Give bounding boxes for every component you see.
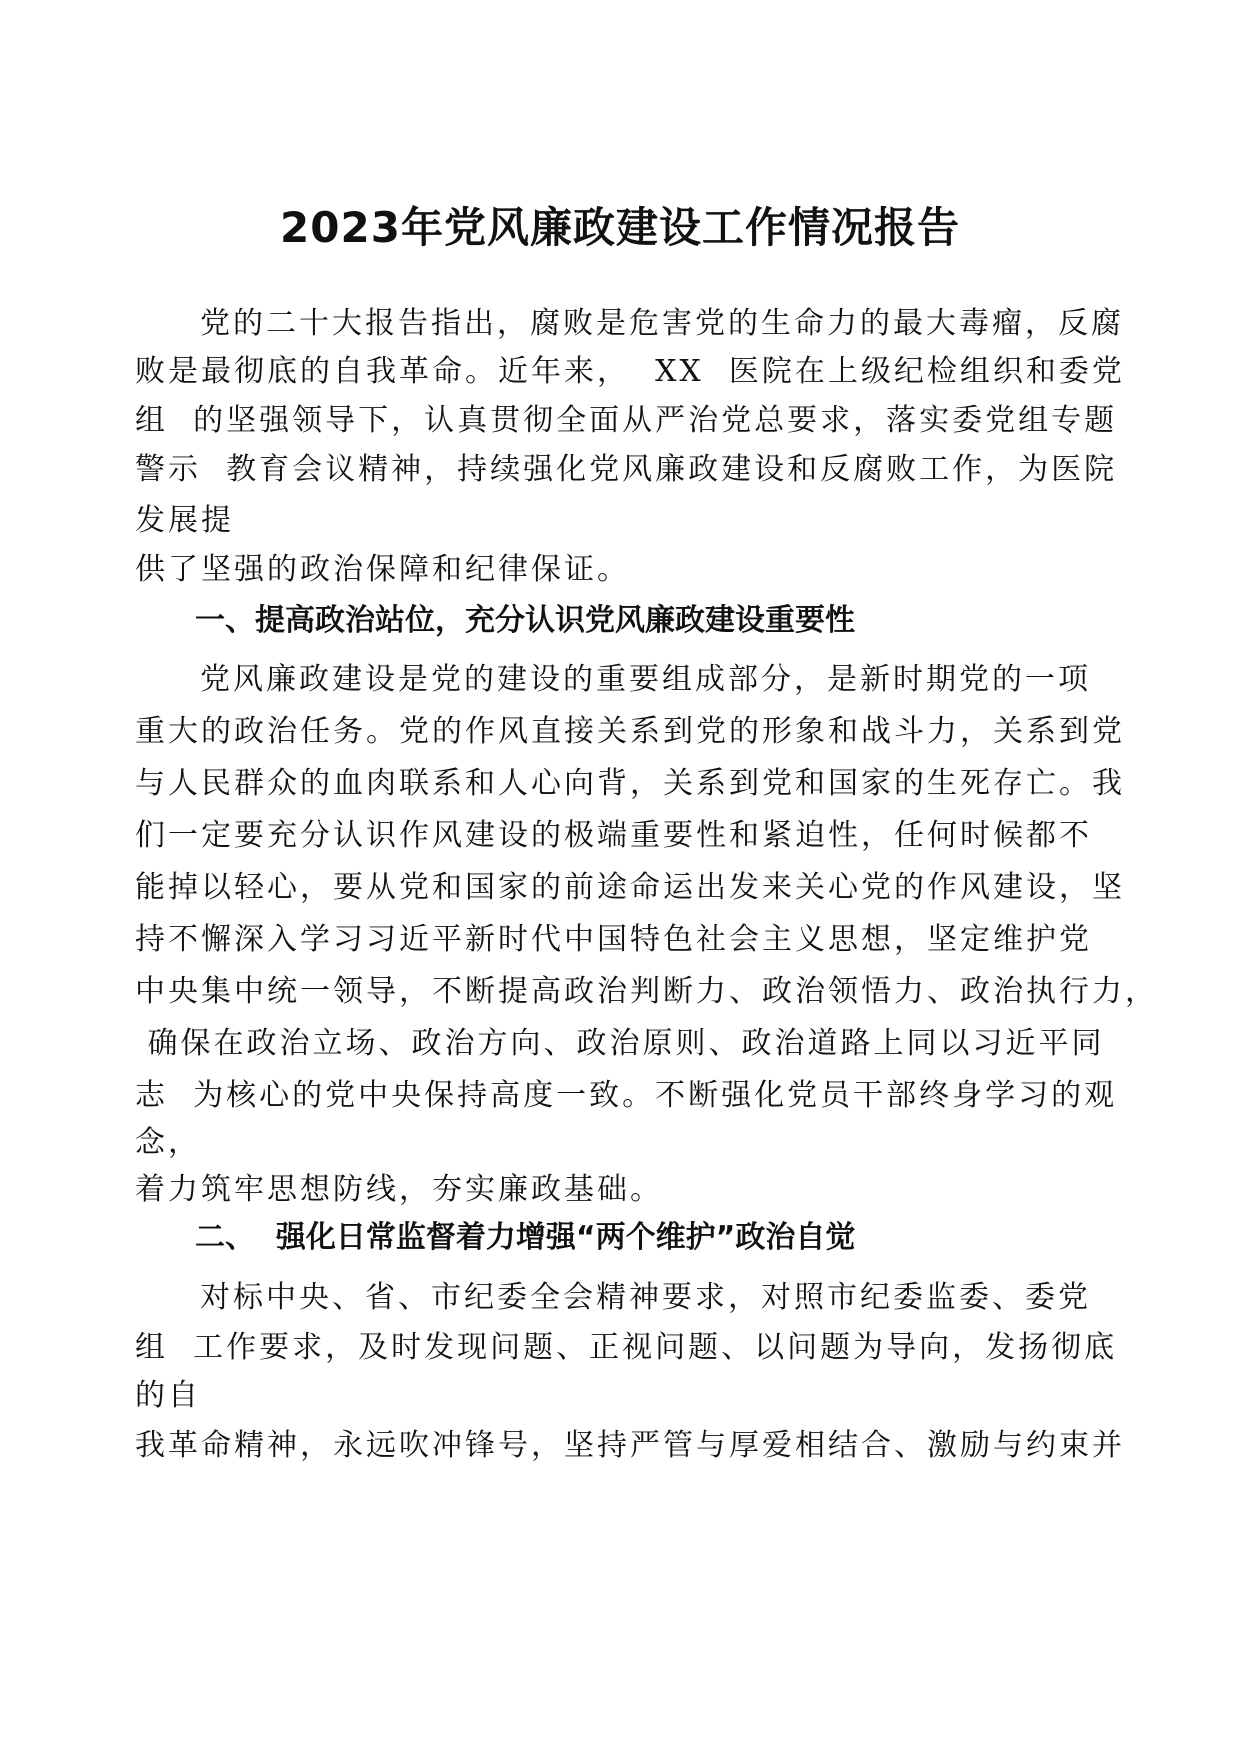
section-1-line-11: 着力筑牢思想防线，夯实廉政基础。 bbox=[135, 1172, 663, 1207]
section-2-line-4: 我革命精神，永远吹冲锋号，坚持严管与厚爱相结合、激励与约束并 bbox=[135, 1428, 1125, 1463]
section-2-line-3: 的自 bbox=[135, 1378, 201, 1413]
section-1-line-5: 能掉以轻心，要从党和国家的前途命运出发来关心党的作风建设，坚 bbox=[135, 870, 1125, 905]
section-1-line-7: 中央集中统一领导，不断提高政治判断力、政治领悟力、政治执行力， bbox=[135, 974, 1158, 1009]
intro-line-2: 败是最彻底的自我革命。近年来， XX 医院在上级纪检组织和委党 bbox=[135, 354, 1125, 389]
section-1-line-1: 党风廉政建设是党的建设的重要组成部分，是新时期党的一项 bbox=[200, 662, 1091, 697]
document-title: 2023年党风廉政建设工作情况报告 bbox=[280, 203, 960, 252]
section-2-line-1: 对标中央、省、市纪委全会精神要求，对照市纪委监委、委党 bbox=[200, 1280, 1091, 1315]
section-2-line-2: 组 工作要求，及时发现问题、正视问题、以问题为导向，发扬彻底 bbox=[135, 1330, 1118, 1365]
intro-line-5: 发展提 bbox=[135, 503, 234, 538]
section-1-heading: 一、提高政治站位，充分认识党风廉政建设重要性 bbox=[195, 603, 855, 638]
section-1-line-9: 志 为核心的党中央保持高度一致。不断强化党员干部终身学习的观 bbox=[135, 1078, 1118, 1113]
intro-line-4: 警示 教育会议精神，持续强化党风廉政建设和反腐败工作，为医院 bbox=[135, 452, 1118, 487]
section-1-line-3: 与人民群众的血肉联系和人心向背，关系到党和国家的生死存亡。我 bbox=[135, 766, 1125, 801]
section-1-line-10: 念， bbox=[135, 1125, 201, 1160]
section-2-heading: 二、 强化日常监督着力增强“两个维护”政治自觉 bbox=[195, 1220, 856, 1255]
section-1-line-8: 确保在政治立场、政治方向、政治原则、政治道路上同以习近平同 bbox=[135, 1026, 1105, 1061]
section-1-line-4: 们一定要充分认识作风建设的极端重要性和紧迫性，任何时候都不 bbox=[135, 818, 1092, 853]
section-1-line-6: 持不懈深入学习习近平新时代中国特色社会主义思想，坚定维护党 bbox=[135, 922, 1092, 957]
intro-line-1: 党的二十大报告指出，腐败是危害党的生命力的最大毒瘤，反腐 bbox=[200, 306, 1124, 341]
intro-line-3: 组 的坚强领导下，认真贯彻全面从严治党总要求，落实委党组专题 bbox=[135, 403, 1118, 438]
intro-line-6: 供了坚强的政治保障和纪律保证。 bbox=[135, 552, 630, 587]
section-1-line-2: 重大的政治任务。党的作风直接关系到党的形象和战斗力，关系到党 bbox=[135, 714, 1125, 749]
